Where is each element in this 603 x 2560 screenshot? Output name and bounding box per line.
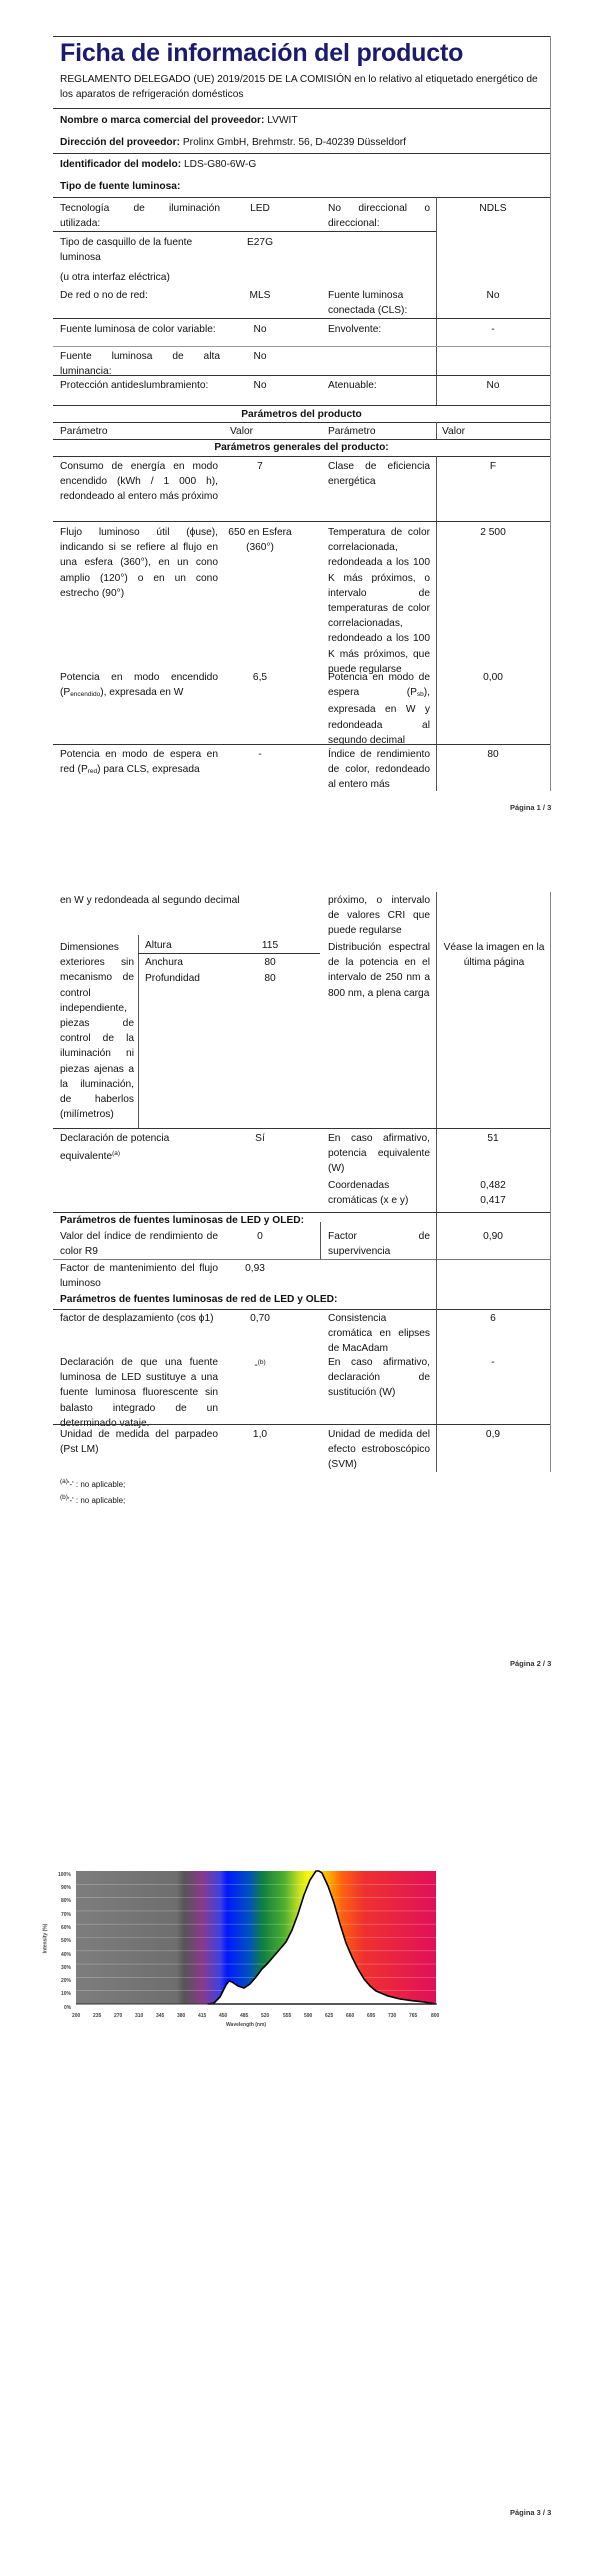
- svm-label: Unidad de medida del efecto estroboscópico (SVM): [328, 1429, 430, 1471]
- envelope-label: Envolvente:: [328, 324, 382, 335]
- divider: [53, 375, 550, 376]
- x-tick: 200: [72, 2013, 81, 2019]
- x-tick: 235: [93, 2013, 102, 2019]
- table-right-border: [550, 892, 551, 1472]
- equiv-power-value: 51: [487, 1133, 499, 1144]
- params-section-title: Parámetros del producto: [241, 409, 362, 420]
- net-standby-label-text: Potencia en modo de espera en red (P: [60, 749, 218, 776]
- x-tick: 765: [409, 2013, 418, 2019]
- x-tick: 730: [388, 2013, 397, 2019]
- on-power-subscript: encendido: [70, 691, 101, 699]
- disp-factor-value: 0,70: [250, 1313, 270, 1324]
- r9-label: Valor del índice de rendimiento de color R9: [60, 1231, 218, 1258]
- replace-label: Declaración de que una fuente luminosa de LED sustituye a una fuente luminosa fluorescente sin balasto integrado de un determinado vataje.: [60, 1357, 218, 1429]
- flux-label: Flujo luminoso útil (ϕuse), indicando si se refiere al flujo en una esfera (360°), en un cono amplio (120°) o en un cono estrecho (90°): [60, 527, 218, 599]
- on-power-value: 6,5: [252, 672, 268, 683]
- footnote-ref-a: (a): [112, 1150, 121, 1158]
- divider: [53, 405, 550, 406]
- svm-value: 0,9: [485, 1429, 501, 1440]
- divider: [53, 456, 550, 457]
- net-standby-label-text-end: ) para CLS, expresada: [97, 764, 200, 776]
- efficiency-label: Clase de eficiencia energética: [328, 461, 430, 488]
- col-header-value-1: Valor: [230, 426, 254, 437]
- on-power-label-text-end: ), expresada en W: [100, 687, 184, 699]
- cri-value: 80: [487, 749, 499, 760]
- chroma-label: Coordenadas cromáticas (x e y): [328, 1180, 409, 1207]
- light-source-type-label: Tipo de fuente luminosa:: [60, 181, 181, 192]
- x-tick: 450: [219, 2013, 228, 2019]
- tech-label: Tecnología de iluminación utilizada:: [60, 203, 220, 230]
- x-tick: 380: [177, 2013, 186, 2019]
- y-tick: 80%: [61, 1898, 72, 1904]
- dims-divider: [138, 935, 139, 1128]
- directional-value: NDLS: [479, 203, 507, 214]
- on-power-label: [60, 670, 218, 702]
- footnote-ref-b: (b): [257, 1359, 266, 1366]
- spectrum-chart: [40, 1866, 450, 2026]
- divider: [53, 346, 550, 347]
- dim-width-value: 80: [264, 957, 276, 968]
- spectrum-chart-svg: [40, 1866, 450, 2026]
- divider: [53, 231, 436, 232]
- y-tick: 100%: [58, 1872, 71, 1878]
- spd-label: Distribución espectral de la potencia en el intervalo de 250 nm a 800 nm, a plena carga: [328, 942, 430, 999]
- x-tick: 415: [198, 2013, 207, 2019]
- mains-led-params-title: Parámetros de fuentes luminosas de red de LED y OLED:: [60, 1294, 338, 1305]
- cct-value: 2 500: [480, 527, 506, 538]
- y-tick: 10%: [61, 1991, 72, 1997]
- divider: [53, 1128, 550, 1129]
- tech-value: LED: [250, 203, 270, 214]
- color-consist-label: Consistencia cromática en elipses de MacAdam: [328, 1313, 430, 1355]
- replace-power-label: En caso afirmativo, declaración de sustitución (W): [328, 1357, 430, 1399]
- divider: [53, 521, 550, 522]
- col-header-value-2: Valor: [442, 426, 466, 437]
- col-divider: [320, 1222, 321, 1260]
- page-title: Ficha de información del producto: [60, 39, 464, 67]
- net-standby-label: [60, 747, 218, 779]
- supplier-address-row: [60, 135, 406, 150]
- color-tunable-value: No: [253, 324, 267, 335]
- model-id-row: [60, 157, 256, 172]
- y-tick: 90%: [61, 1885, 72, 1891]
- y-tick: 50%: [61, 1938, 72, 1944]
- x-tick: 800: [431, 2013, 440, 2019]
- dim-height-label: Altura: [145, 940, 172, 951]
- col-header-param-1: Parámetro: [60, 426, 108, 437]
- footnote-a-text: '-' : no aplicable;: [67, 1480, 126, 1489]
- equiv-decl-value: Sí: [255, 1133, 265, 1144]
- divider: [53, 744, 550, 745]
- envelope-value: -: [491, 324, 495, 335]
- cls-value: No: [486, 290, 500, 301]
- x-tick: 270: [114, 2013, 123, 2019]
- equiv-power-label: En caso afirmativo, potencia equivalente (W): [328, 1133, 430, 1175]
- flicker-value: 1,0: [252, 1429, 268, 1440]
- x-tick: 660: [346, 2013, 355, 2019]
- equiv-decl-label: [60, 1131, 218, 1164]
- lumen-maint-label: Factor de mantenimiento del flujo luminoso: [60, 1263, 218, 1290]
- regulation-text: REGLAMENTO DELEGADO (UE) 2019/2015 DE LA COMISIÓN en lo relativo al etiquetado energético de los aparatos de refrigeración domésticos: [60, 74, 538, 100]
- dimmable-label: Atenuable:: [328, 380, 377, 391]
- flux-value: 650 en Esfera (360°): [228, 527, 292, 554]
- dim-depth-value: 80: [264, 973, 276, 984]
- lumen-maint-value: 0,93: [245, 1263, 265, 1274]
- x-tick: 625: [325, 2013, 334, 2019]
- mains-label: De red o no de red:: [60, 290, 148, 301]
- divider: [53, 153, 550, 154]
- flicker-label: Unidad de medida del parpadeo (Pst LM): [60, 1429, 218, 1456]
- dim-height-value: 115: [261, 940, 279, 951]
- supplier-name-value: LVWIT: [267, 115, 298, 126]
- high-luminance-value: No: [253, 351, 267, 362]
- chroma-x-value: 0,482: [480, 1180, 506, 1191]
- divider: [53, 422, 550, 423]
- replace-value: [230, 1355, 290, 1373]
- general-params-title: Parámetros generales del producto:: [214, 442, 389, 453]
- x-tick: 590: [304, 2013, 313, 2019]
- y-tick: 60%: [61, 1925, 72, 1931]
- x-tick: 485: [240, 2013, 249, 2019]
- footnote-a: [60, 1476, 125, 1491]
- spd-value: Véase la imagen en la última página: [443, 942, 545, 969]
- footnote-b: [60, 1492, 125, 1507]
- x-axis-title: Wavelength (nm): [226, 2022, 267, 2028]
- cri-label: Índice de rendimiento de color, redondeado al entero más: [328, 749, 430, 791]
- footnote-b-text: '-' : no aplicable;: [67, 1496, 126, 1505]
- net-standby-subscript: red: [87, 768, 98, 776]
- col-divider: [436, 1259, 437, 1295]
- high-luminance-label: Fuente luminosa de alta luminancia:: [60, 351, 220, 378]
- dim-depth-label: Profundidad: [145, 973, 200, 984]
- standby-subscript: sb: [416, 691, 424, 699]
- led-params-title: Parámetros de fuentes luminosas de LED y OLED:: [60, 1215, 304, 1226]
- supplier-name-label: Nombre o marca comercial del proveedor:: [60, 115, 265, 126]
- y-tick: 30%: [61, 1965, 72, 1971]
- y-tick: 40%: [61, 1952, 72, 1958]
- on-power-label-text: Potencia en modo encendido (P: [60, 672, 218, 699]
- x-tick: 555: [283, 2013, 292, 2019]
- dimmable-value: No: [486, 380, 500, 391]
- directional-label: No direccional o direccional:: [328, 203, 430, 230]
- x-tick: 520: [261, 2013, 270, 2019]
- chroma-y-value: 0,417: [480, 1195, 506, 1206]
- cct-label: Temperatura de color correlacionada, redondeada a los 100 K más próximos, o intervalo de temperaturas de color correlacionadas, redondeado a los 100 K más próximos, que puede regularse: [328, 527, 430, 675]
- survival-label: Factor de supervivencia: [328, 1231, 430, 1258]
- disp-factor-label: factor de desplazamiento (cos ϕ1): [60, 1313, 214, 1324]
- footnote-a-mark: (a): [60, 1478, 68, 1485]
- footnote-b-mark: (b): [60, 1494, 68, 1501]
- y-axis-title: Intensity (%): [42, 1923, 49, 1954]
- y-tick: 0%: [64, 2005, 72, 2011]
- table-top-border: [53, 36, 550, 37]
- replace-value-text: -: [254, 1360, 258, 1371]
- dim-width-label: Anchura: [145, 957, 183, 968]
- divider: [53, 1259, 550, 1260]
- cri-label-cont: próximo, o intervalo de valores CRI que puede regularse: [328, 895, 430, 937]
- supplier-address-label: Dirección del proveedor:: [60, 137, 181, 148]
- y-tick: 20%: [61, 1978, 72, 1984]
- page-number-3: Página 3 / 3: [510, 2508, 552, 2517]
- divider: [53, 197, 550, 198]
- standby-label-text-end: ), expresada en W y redondeada al segundo decimal: [328, 687, 430, 746]
- col-divider: [436, 456, 437, 791]
- anti-glare-label: Protección antideslumbramiento:: [60, 380, 209, 391]
- net-standby-label-cont: en W y redondeada al segundo decimal: [60, 895, 240, 906]
- supplier-address-value: Prolinx GmbH, Brehmstr. 56, D-40239 Düsseldorf: [182, 137, 406, 148]
- page-number-2: Página 2 / 3: [510, 1659, 552, 1668]
- x-tick: 695: [367, 2013, 376, 2019]
- color-consist-value: 6: [490, 1313, 496, 1324]
- model-id-value: LDS-G80-6W-G: [183, 159, 257, 170]
- efficiency-value: F: [489, 461, 497, 472]
- y-tick: 70%: [61, 1912, 72, 1918]
- supplier-name-row: [60, 113, 298, 128]
- standby-value: 0,00: [483, 672, 503, 683]
- color-tunable-label: Fuente luminosa de color variable:: [60, 324, 216, 335]
- divider: [53, 108, 550, 109]
- divider: [53, 1424, 550, 1425]
- model-id-label: Identificador del modelo:: [60, 159, 182, 170]
- col-divider: [436, 1309, 437, 1472]
- divider: [53, 1309, 550, 1310]
- equiv-decl-label-text: Declaración de potencia equivalente: [60, 1133, 170, 1163]
- net-standby-value: -: [258, 749, 262, 760]
- energy-value: 7: [257, 461, 263, 472]
- divider: [53, 318, 550, 319]
- x-tick: 310: [135, 2013, 144, 2019]
- anti-glare-value: No: [253, 380, 267, 391]
- r9-value: 0: [257, 1231, 263, 1242]
- cap-label: Tipo de casquillo de la fuente luminosa: [60, 237, 193, 264]
- standby-label: [328, 670, 430, 748]
- mains-value: MLS: [249, 290, 271, 301]
- col-header-param-2: Parámetro: [328, 426, 376, 437]
- replace-power-value: -: [491, 1357, 495, 1368]
- page-number-1: Página 1 / 3: [510, 803, 552, 812]
- dims-label: Dimensiones exteriores sin mecanismo de control independiente, piezas de control de la iluminación ni piezas ajenas a la iluminación, de haberlos (milímetros): [60, 942, 134, 1121]
- table-right-border: [550, 36, 551, 791]
- cls-label: Fuente luminosa conectada (CLS):: [328, 290, 408, 317]
- x-tick: 345: [156, 2013, 165, 2019]
- cap-label-2: (u otra interfaz eléctrica): [60, 272, 170, 283]
- energy-label: Consumo de energía en modo encendido (kWh / 1 000 h), redondeado al entero más próximo: [60, 461, 219, 503]
- col-divider: [436, 422, 437, 439]
- survival-value: 0,90: [483, 1231, 503, 1242]
- cap-value: E27G: [246, 237, 274, 248]
- standby-label-text: Potencia en modo de espera (P: [328, 672, 430, 699]
